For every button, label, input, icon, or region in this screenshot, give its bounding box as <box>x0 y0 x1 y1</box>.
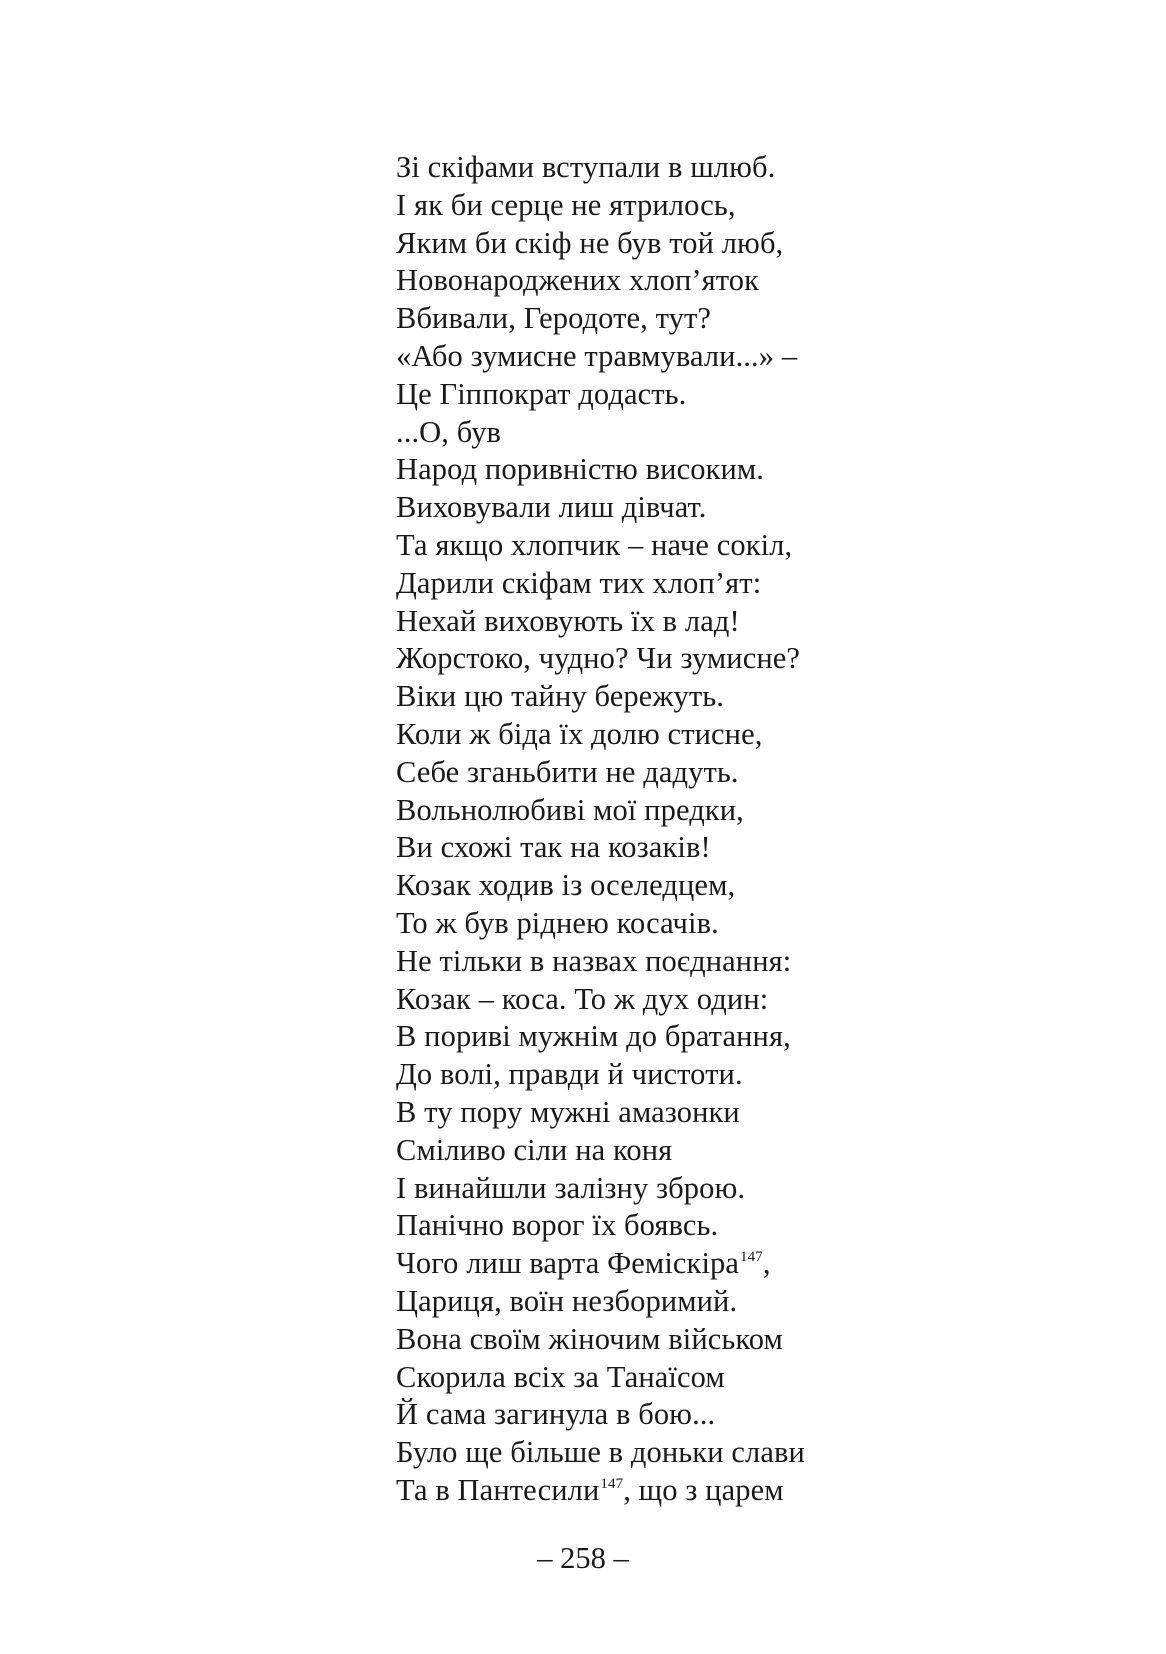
poem-line <box>396 792 916 830</box>
poem-line-text: Не тільки в назвах поєднання: <box>396 943 792 978</box>
poem-line-text: Панічно ворог їх боявсь. <box>396 1208 719 1243</box>
poem-line-text: ...О, був <box>396 414 502 449</box>
poem-line-text: Жорстоко, чудно? Чи зумисне? <box>396 641 801 676</box>
poem-line-text: Віки цю тайну бережуть. <box>396 679 725 714</box>
poem-line-text: Цариця, воїн незборимий. <box>396 1283 738 1318</box>
poem-line <box>396 187 916 225</box>
poem-line-text: Ви схожі так на козаків! <box>396 830 711 865</box>
poem-line <box>396 678 916 716</box>
poem-line <box>396 1170 916 1208</box>
poem-line <box>396 829 916 867</box>
poem-line <box>396 1321 916 1359</box>
poem-line <box>396 300 916 338</box>
poem-line-text: Дарили скіфам тих хлоп’ят: <box>396 565 762 600</box>
poem-line-text: Скорила всіх за Танаїсом <box>396 1359 725 1394</box>
poem-line-text: До волі, правди й чистоти. <box>396 1057 743 1092</box>
poem-line-text: Чого лиш варта Феміскіра <box>396 1246 740 1281</box>
poem-line <box>396 489 916 527</box>
poem-line <box>396 1359 916 1397</box>
poem-line-text: Нехай виховують їх в лад! <box>396 603 740 638</box>
poem-line <box>396 943 916 981</box>
poem-line <box>396 867 916 905</box>
poem-line-text: Себе зганьбити не дадуть. <box>396 754 739 789</box>
poem-line <box>396 1207 916 1245</box>
poem-line-text: Й сама загинула в бою... <box>396 1397 716 1432</box>
poem-line <box>396 1132 916 1170</box>
poem-line <box>396 905 916 943</box>
poem-line <box>396 527 916 565</box>
poem-line <box>396 338 916 376</box>
poem-line-text: Козак – коса. То ж дух один: <box>396 981 769 1016</box>
poem-line-text: Та в Пантесили <box>396 1472 600 1507</box>
poem-line <box>396 149 916 187</box>
poem-line <box>396 1396 916 1434</box>
poem-line <box>396 640 916 678</box>
poem-line-text: В пориві мужнім до братання, <box>396 1019 791 1054</box>
poem-line-tail: , що з царем <box>623 1472 784 1507</box>
poem-line <box>396 262 916 300</box>
poem-line <box>396 1245 916 1283</box>
poem-line-text: «Або зумисне травмували...» – <box>396 338 798 373</box>
poem-line <box>396 225 916 263</box>
poem-line-text: В ту пору мужні амазонки <box>396 1094 740 1129</box>
poem-line-text: Це Гіппократ додасть. <box>396 376 687 411</box>
poem-line-text: Було ще більше в доньки слави <box>396 1435 805 1470</box>
poem-line <box>396 565 916 603</box>
poem-line <box>396 1472 916 1510</box>
poem-line <box>396 603 916 641</box>
poem-line-text: Коли ж біда їх долю стисне, <box>396 716 763 751</box>
poem-line <box>396 1434 916 1472</box>
poem-line <box>396 1283 916 1321</box>
poem-line-text: Народ поривністю високим. <box>396 452 765 487</box>
poem-line-text: І як би серце не ятрилось, <box>396 187 736 222</box>
poem-line <box>396 376 916 414</box>
footnote-ref: 147 <box>600 1475 624 1492</box>
poem-line <box>396 414 916 452</box>
poem-line-text: Виховували лиш дівчат. <box>396 490 707 525</box>
poem-line <box>396 451 916 489</box>
poem-line-text: Зі скіфами вступали в шлюб. <box>396 150 776 184</box>
poem-line <box>396 1056 916 1094</box>
poem-line <box>396 1094 916 1132</box>
poem-line-text: То ж був ріднею косачів. <box>396 905 719 940</box>
poem-line-text: Та якщо хлопчик – наче сокіл, <box>396 527 793 562</box>
poem-line-text: Вона своїм жіночим військом <box>396 1321 783 1356</box>
poem-body <box>396 149 916 1510</box>
poem-line <box>396 1018 916 1056</box>
poem-line-text: Вбивали, Геродоте, тут? <box>396 301 712 336</box>
poem-line-text: Яким би скіф не був той люб, <box>396 225 784 260</box>
poem-line <box>396 981 916 1019</box>
poem-line-text: І винайшли залізну зброю. <box>396 1170 746 1205</box>
poem-line <box>396 716 916 754</box>
poem-line-text: Новонароджених хлоп’яток <box>396 263 760 298</box>
page-number: – 258 – <box>537 1541 629 1575</box>
poem-line <box>396 754 916 792</box>
poem-line-text: Вольнолюбиві мої предки, <box>396 792 744 827</box>
poem-line-text: Сміливо сіли на коня <box>396 1132 673 1167</box>
footnote-ref: 147 <box>740 1249 763 1266</box>
poem-line-text: Козак ходив із оселедцем, <box>396 868 736 903</box>
poem-line-tail: , <box>762 1246 771 1281</box>
